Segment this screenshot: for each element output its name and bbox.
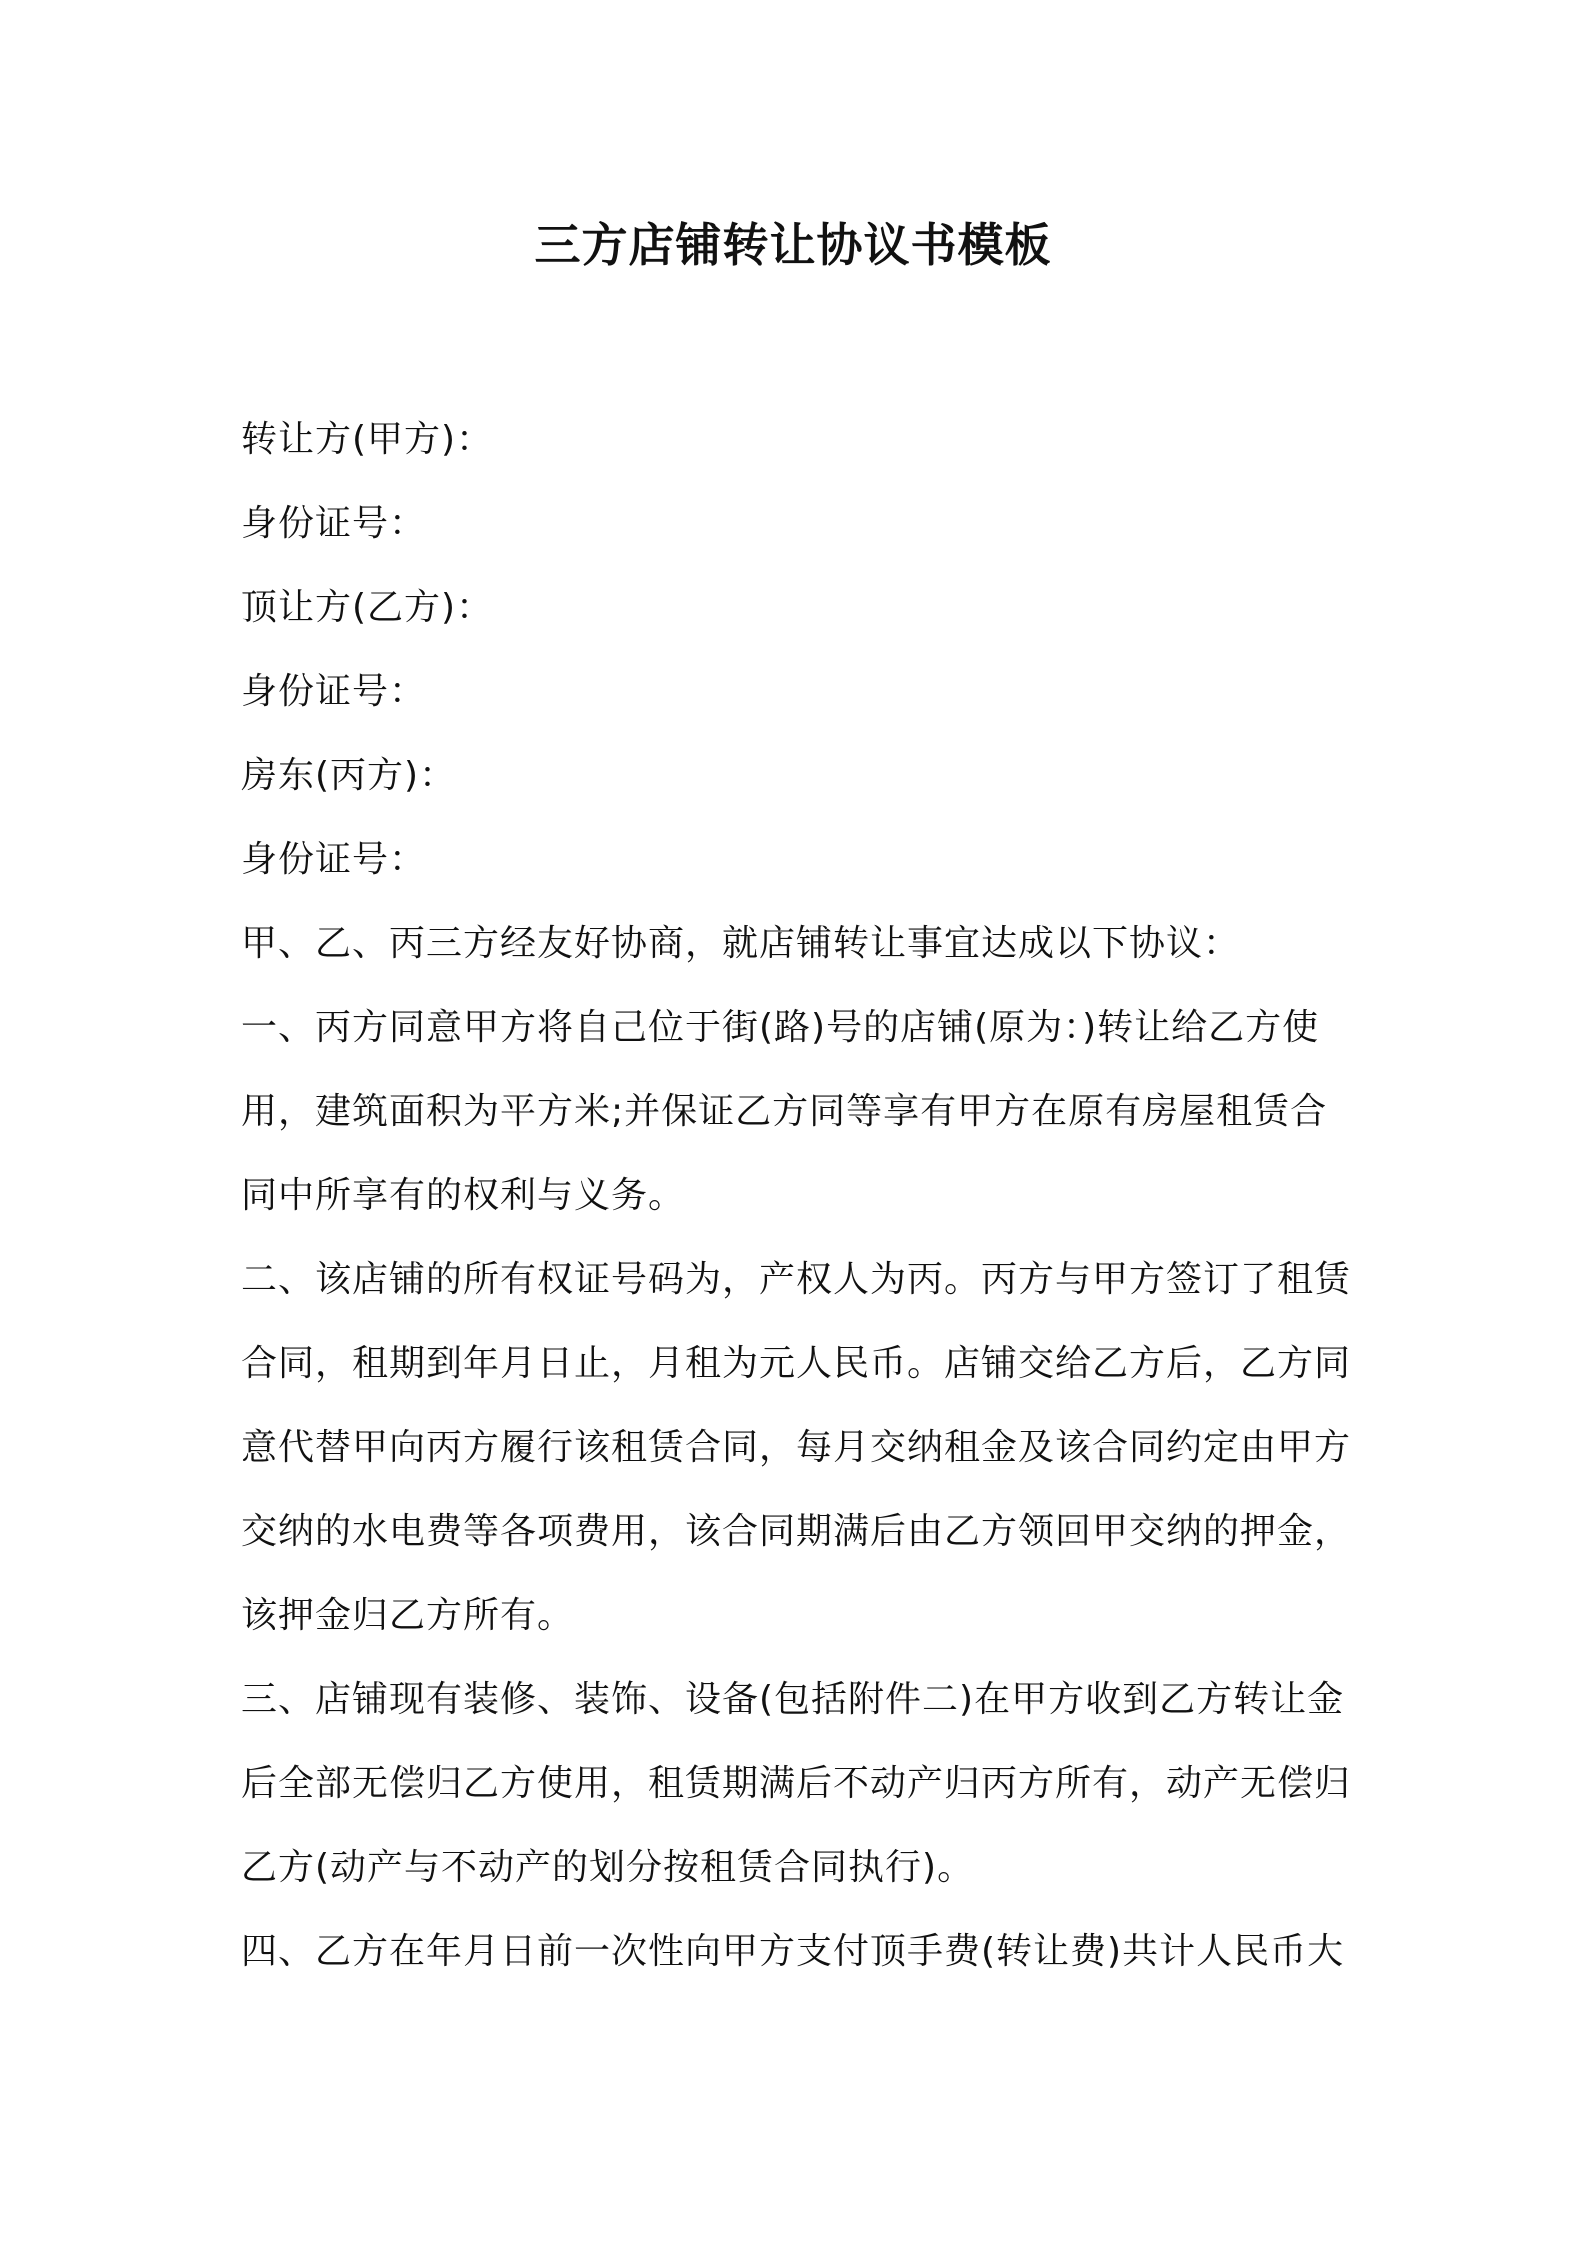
clause-1-line-3: 同中所享有的权利与义务。 [241,1175,686,1216]
party-a-id-line: 身份证号： [241,503,427,544]
agreement-intro: 甲、乙、丙三方经友好协商，就店铺转让事宜达成以下协议： [241,923,1241,964]
party-b-line: 顶让方(乙方)： [241,587,494,628]
document-body [241,398,1361,1994]
clause-2-line-5: 该押金归乙方所有。 [241,1595,575,1636]
party-b-id-line: 身份证号： [241,671,427,712]
clause-2-line-3: 意代替甲向丙方履行该租赁合同，每月交纳租金及该合同约定由甲方 [241,1427,1352,1468]
clause-1-line-2: 用，建筑面积为平方米;并保证乙方同等享有甲方在原有房屋租赁合 [241,1091,1328,1132]
document-title: 三方店铺转让协议书模板 [534,218,1052,272]
clause-3-line-3: 乙方(动产与不动产的划分按租赁合同执行)。 [241,1847,975,1888]
clause-3-line-2: 后全部无偿归乙方使用，租赁期满后不动产归丙方所有，动产无偿归 [241,1763,1352,1804]
clause-2-line-1: 二、该店铺的所有权证号码为，产权人为丙。丙方与甲方签订了租赁 [241,1259,1352,1300]
clause-2-line-4: 交纳的水电费等各项费用，该合同期满后由乙方领回甲交纳的押金， [241,1511,1352,1552]
clause-4-line-1: 四、乙方在年月日前一次性向甲方支付顶手费(转让费)共计人民币大 [241,1931,1345,1972]
clause-3-line-1: 三、店铺现有装修、装饰、设备(包括附件二)在甲方收到乙方转让金 [241,1679,1345,1720]
clause-1-line-1: 一、丙方同意甲方将自己位于街(路)号的店铺(原为：)转让给乙方使 [241,1007,1320,1048]
party-c-line: 房东(丙方)： [241,755,457,796]
party-c-id-line: 身份证号： [241,839,427,880]
clause-2-line-2: 合同，租期到年月日止，月租为元人民币。店铺交给乙方后，乙方同 [241,1343,1352,1384]
party-a-line: 转让方(甲方)： [241,419,494,460]
